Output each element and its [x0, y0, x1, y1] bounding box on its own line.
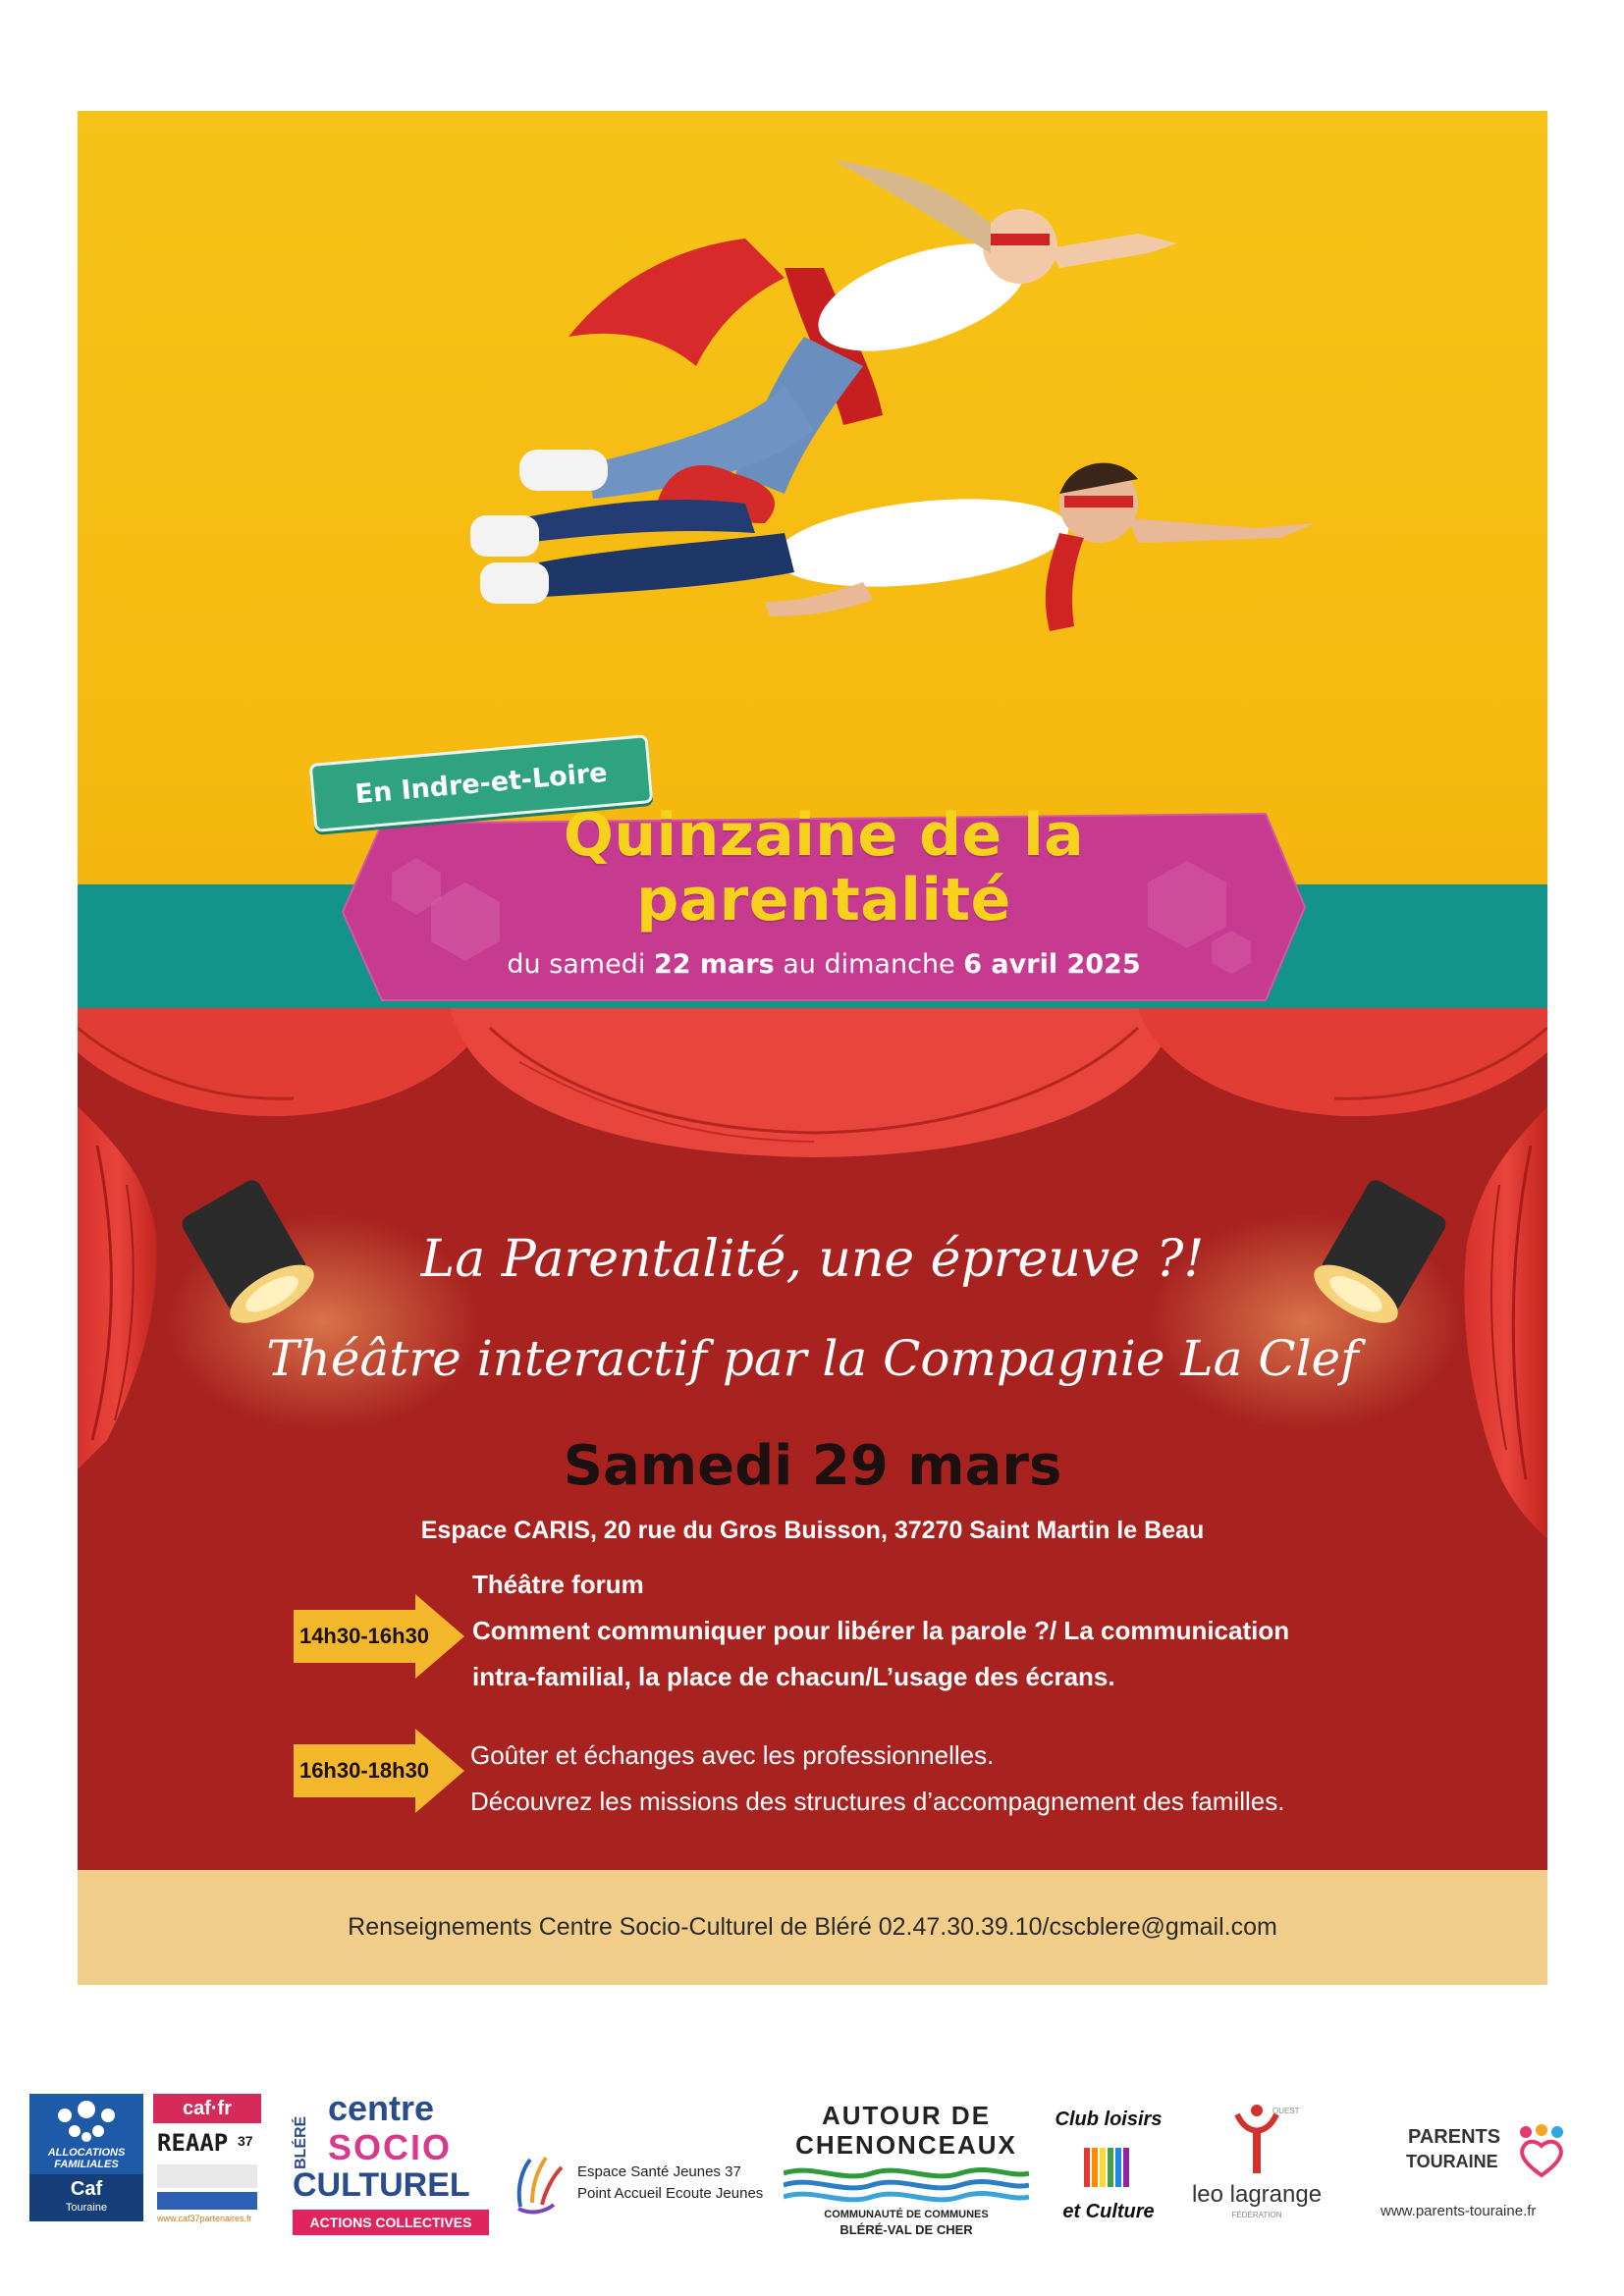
caf-sub: Touraine	[65, 2202, 108, 2214]
banner-title	[402, 803, 1246, 933]
show-address: Espace CARIS, 20 rue du Gros Buisson, 37270 Saint Martin le Beau	[420, 1517, 1205, 1544]
time-arrow-1	[292, 1594, 468, 1679]
parents-line1: PARENTS	[1408, 2126, 1501, 2148]
csc-logo	[293, 2088, 489, 2241]
theatre-section	[78, 1008, 1547, 1870]
leo-sub: FÉDÉRATION	[1231, 2211, 1282, 2219]
leo-tag: OUEST	[1272, 2107, 1300, 2115]
program-1-line3: intra-familial, la place de chacun/L’usage des écrans.	[472, 1662, 1115, 1691]
caf-logo	[29, 2094, 143, 2221]
banner-dates	[402, 949, 1246, 980]
banner-title-line2: parentalité	[636, 866, 1011, 934]
reaap-name: REAAP	[157, 2129, 229, 2157]
chen-line1: AUTOUR DE	[821, 2101, 992, 2130]
reaap-top: caf·fr	[153, 2094, 261, 2123]
club-bottom: et Culture	[1062, 2201, 1155, 2222]
dates-end: 6 avril 2025	[963, 949, 1141, 980]
program-item-1	[472, 1562, 1289, 1700]
reaap-site: www.caf37partenaires.fr	[157, 2214, 252, 2223]
club-top: Club loisirs	[1055, 2109, 1163, 2130]
chen-line2: CHENONCEAUX	[795, 2130, 1017, 2160]
reaap-logo	[153, 2094, 261, 2231]
leo-name: leo lagrange	[1191, 2181, 1323, 2208]
time-label-2: 16h30-18h30	[298, 1758, 430, 1783]
chen-sub2: BLÉRÉ-VAL DE CHER	[839, 2222, 973, 2237]
time-label-1: 14h30-16h30	[298, 1624, 430, 1648]
dates-prefix: du samedi	[507, 949, 654, 980]
parents-line2: TOURAINE	[1406, 2152, 1498, 2171]
csc-tag: ACTIONS COLLECTIVES	[293, 2210, 489, 2235]
river-waves-icon	[784, 2163, 1029, 2207]
hand-icon	[511, 2148, 569, 2216]
caf-line2: FAMILIALES	[54, 2159, 119, 2170]
program-2-line2: Découvrez les missions des structures d’accompagnement des familles.	[470, 1787, 1285, 1816]
banner-title-line1: Quinzaine de la	[563, 801, 1085, 870]
leo-lagrange-logo	[1178, 2101, 1335, 2228]
csc-word1: centre	[328, 2088, 435, 2128]
flying-superheroes-illustration	[372, 131, 1403, 837]
hero-banner	[78, 111, 1547, 1008]
caf-brand: Caf	[70, 2178, 103, 2200]
reaap-num: 37	[238, 2133, 253, 2149]
info-strip	[78, 1870, 1547, 1985]
espace-sante-logo	[511, 2148, 785, 2216]
show-date: Samedi 29 mars	[563, 1434, 1062, 1498]
espace-line1: Espace Santé Jeunes 37	[577, 2163, 741, 2180]
caf-family-icon	[29, 2094, 143, 2147]
csc-word2: SOCIO	[328, 2127, 453, 2167]
csc-word3: CULTUREL	[293, 2166, 470, 2204]
parents-heart-icon	[1512, 2124, 1571, 2179]
time-arrow-2	[292, 1729, 468, 1813]
show-subtitle: Théâtre interactif par la Compagnie La Clef	[266, 1330, 1359, 1387]
info-text: Renseignements Centre Socio-Culturel de Bléré 02.47.30.39.10/cscblere@gmail.com	[348, 1913, 1277, 1941]
region-badge-label: En Indre-et-Loire	[353, 757, 609, 810]
parents-url: www.parents-touraine.fr	[1380, 2203, 1537, 2219]
chen-sub1: COMMUNAUTÉ DE COMMUNES	[824, 2209, 989, 2220]
program-1-line1: Théâtre forum	[472, 1570, 644, 1599]
chenonceaux-logo	[784, 2101, 1029, 2238]
show-title: La Parentalité, une épreuve ?!	[420, 1230, 1205, 1289]
club-logo	[1049, 2109, 1168, 2228]
dates-mid: au dimanche	[774, 949, 964, 980]
program-item-2	[470, 1733, 1284, 1825]
caf-line1: ALLOCATIONS	[47, 2147, 126, 2159]
program-1-line2: Comment communiquer pour libérer la parole ?/ La communication	[472, 1616, 1290, 1645]
csc-side: BLÉRÉ	[293, 2115, 309, 2170]
dates-start: 22 mars	[653, 949, 775, 980]
espace-line2: Point Accueil Ecoute Jeunes	[577, 2185, 764, 2202]
parents-touraine-logo	[1380, 2120, 1606, 2228]
program-2-line1: Goûter et échanges avec les professionnelles.	[470, 1740, 995, 1770]
